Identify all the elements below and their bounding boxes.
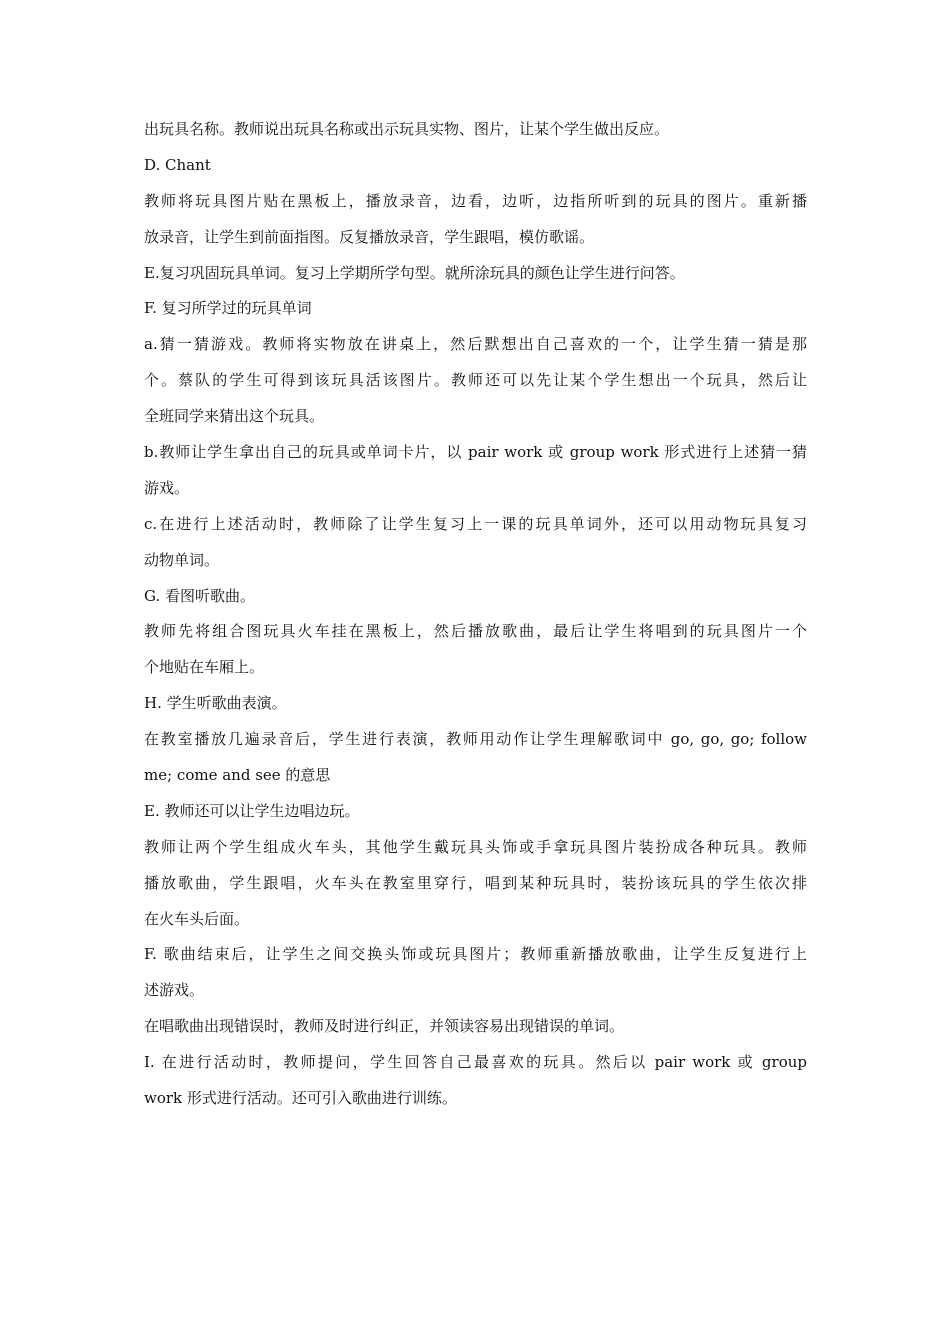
text-line: E. 教师还可以让学生边唱边玩。 xyxy=(144,801,360,820)
text-line: 放录音，让学生到前面指图。反复播放录音，学生跟唱，模仿歌谣。 xyxy=(144,227,595,246)
document-body xyxy=(144,115,807,1120)
text-line: 教师将玩具图片贴在黑板上，播放录音，边看，边听，边指所听到的玩具的图片。重新播 xyxy=(144,191,807,210)
text-line: 教师先将组合图玩具火车挂在黑板上，然后播放歌曲，最后让学生将唱到的玩具图片一个 xyxy=(144,622,807,641)
text-line: F. 歌曲结束后，让学生之间交换头饰或玩具图片；教师重新播放歌曲，让学生反复进行上 xyxy=(144,945,807,964)
text-line: 述游戏。 xyxy=(144,981,205,1000)
text-line: 出玩具名称。教师说出玩具名称或出示玩具实物、图片，让某个学生做出反应。 xyxy=(144,120,670,138)
text-line: G. 看图听歌曲。 xyxy=(144,586,255,605)
text-line: E.复习巩固玩具单词。复习上学期所学句型。就所涂玩具的颜色让学生进行问答。 xyxy=(144,263,685,282)
text-line: 游戏。 xyxy=(144,478,190,497)
text-line: 个地贴在车厢上。 xyxy=(144,658,265,677)
text-line: work 形式进行活动。还可引入歌曲进行训练。 xyxy=(144,1089,457,1108)
text-line: 播放歌曲，学生跟唱，火车头在教室里穿行，唱到某种玩具时，装扮该玩具的学生依次排 xyxy=(144,873,807,892)
text-line: H. 学生听歌曲表演。 xyxy=(144,694,287,713)
text-line: D. Chant xyxy=(144,155,211,174)
text-line: me; come and see 的意思 xyxy=(144,766,331,785)
text-line: 在唱歌曲出现错误时，教师及时进行纠正，并领读容易出现错误的单词。 xyxy=(144,1017,625,1036)
text-line: 个。蔡队的学生可得到该玩具活该图片。教师还可以先让某个学生想出一个玩具，然后让 xyxy=(144,371,807,390)
text-line: 在教室播放几遍录音后，学生进行表演，教师用动作让学生理解歌词中 go, go, go; follow xyxy=(144,730,807,749)
text-line: 动物单词。 xyxy=(144,550,220,569)
text-line: a.猜一猜游戏。教师将实物放在讲桌上，然后默想出自己喜欢的一个，让学生猜一猜是那 xyxy=(144,335,807,354)
text-line: 教师让两个学生组成火车头，其他学生戴玩具头饰或手拿玩具图片装扮成各种玩具。教师 xyxy=(144,837,807,856)
text-line: c.在进行上述活动时，教师除了让学生复习上一课的玩具单词外，还可以用动物玩具复习 xyxy=(144,514,807,533)
text-line: F. 复习所学过的玩具单词 xyxy=(144,299,312,318)
text-line: 在火车头后面。 xyxy=(144,909,250,928)
text-line: b.教师让学生拿出自己的玩具或单词卡片，以 pair work 或 group work 形式进行上述猜一猜 xyxy=(144,443,807,462)
text-line: I. 在进行活动时，教师提问，学生回答自己最喜欢的玩具。然后以 pair work 或 group xyxy=(144,1053,807,1072)
text-line: 全班同学来猜出这个玩具。 xyxy=(144,407,325,426)
